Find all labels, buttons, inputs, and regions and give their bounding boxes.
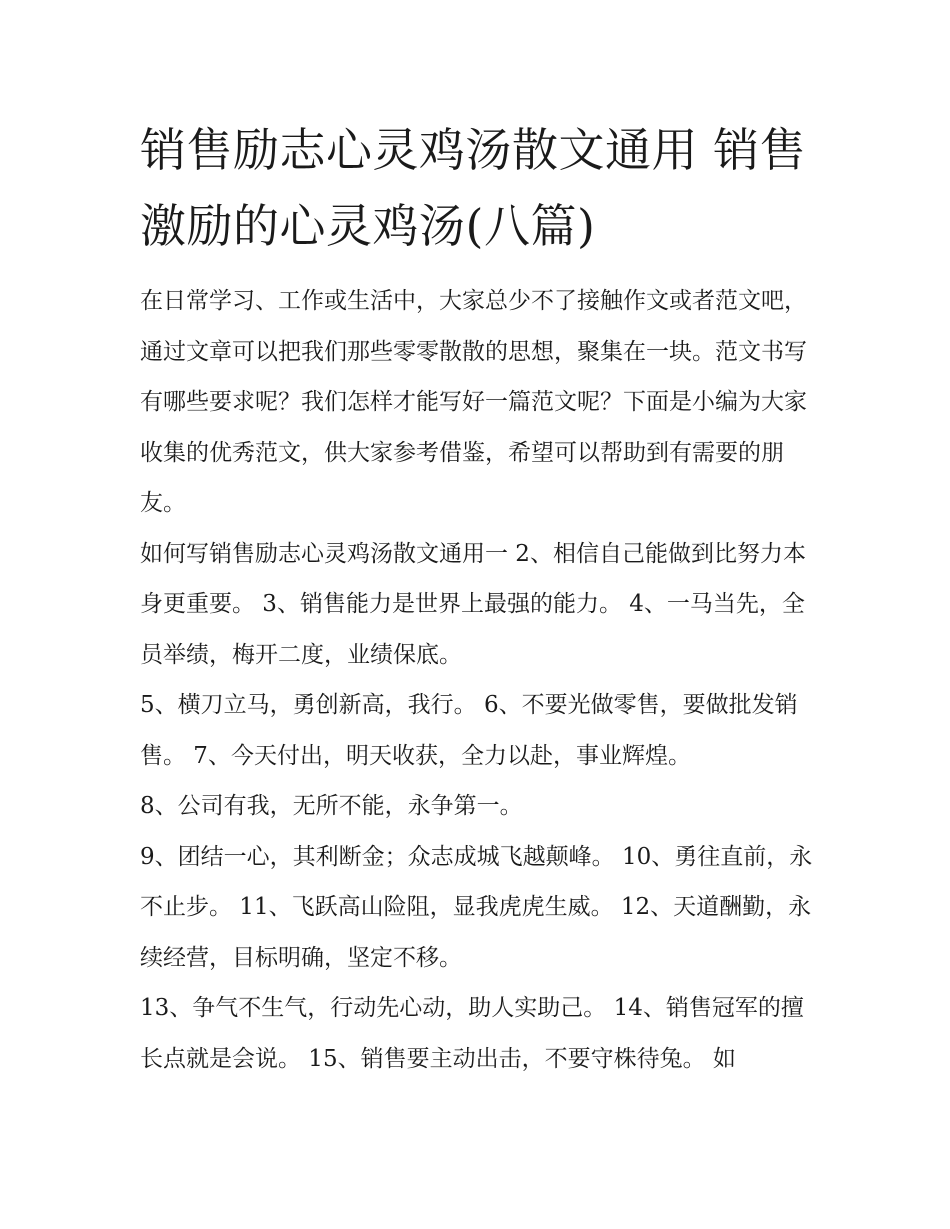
paragraph-quotes-13-15: 13、争气不生气，行动先心动，助人实助己。 14、销售冠军的擅长点就是会说。 15、销售要主动出击，不要守株待兔。 如 [140, 995, 804, 1072]
paragraph-quotes-2-4: 如何写销售励志心灵鸡汤散文通用一 2、相信自己能做到比努力本身更重要。 3、销售能力是世界上最强的能力。 4、一马当先，全员举绩，梅开二度，业绩保底。 [140, 540, 806, 668]
document-title: 销售励志心灵鸡汤散文通用 销售激励的心灵鸡汤(八篇) [140, 123, 807, 253]
paragraph-quotes-9-12: 9、团结一心，其利断金；众志成城飞越颠峰。 10、勇往直前，永不止步。 11、飞跃高山险阻，显我虎虎生威。 12、天道酬勤，永续经营，目标明确，坚定不移。 [140, 843, 813, 971]
paragraph-intro: 在日常学习、工作或生活中，大家总少不了接触作文或者范文吧，通过文章可以把我们那些零零散散的思想，聚集在一块。范文书写有哪些要求呢？我们怎样才能写好一篇范文呢？下面是小编为大家收集的优秀范文，供大家参考借鉴，希望可以帮助到有需要的朋友。 [140, 288, 807, 516]
document-body [140, 276, 820, 1084]
paragraph-quote-8: 8、公司有我，无所不能，永争第一。 [140, 793, 523, 819]
paragraph-quotes-5-7: 5、横刀立马，勇创新高，我行。 6、不要光做零售，要做批发销售。 7、今天付出，明天收获，全力以赴，事业辉煌。 [140, 692, 798, 769]
